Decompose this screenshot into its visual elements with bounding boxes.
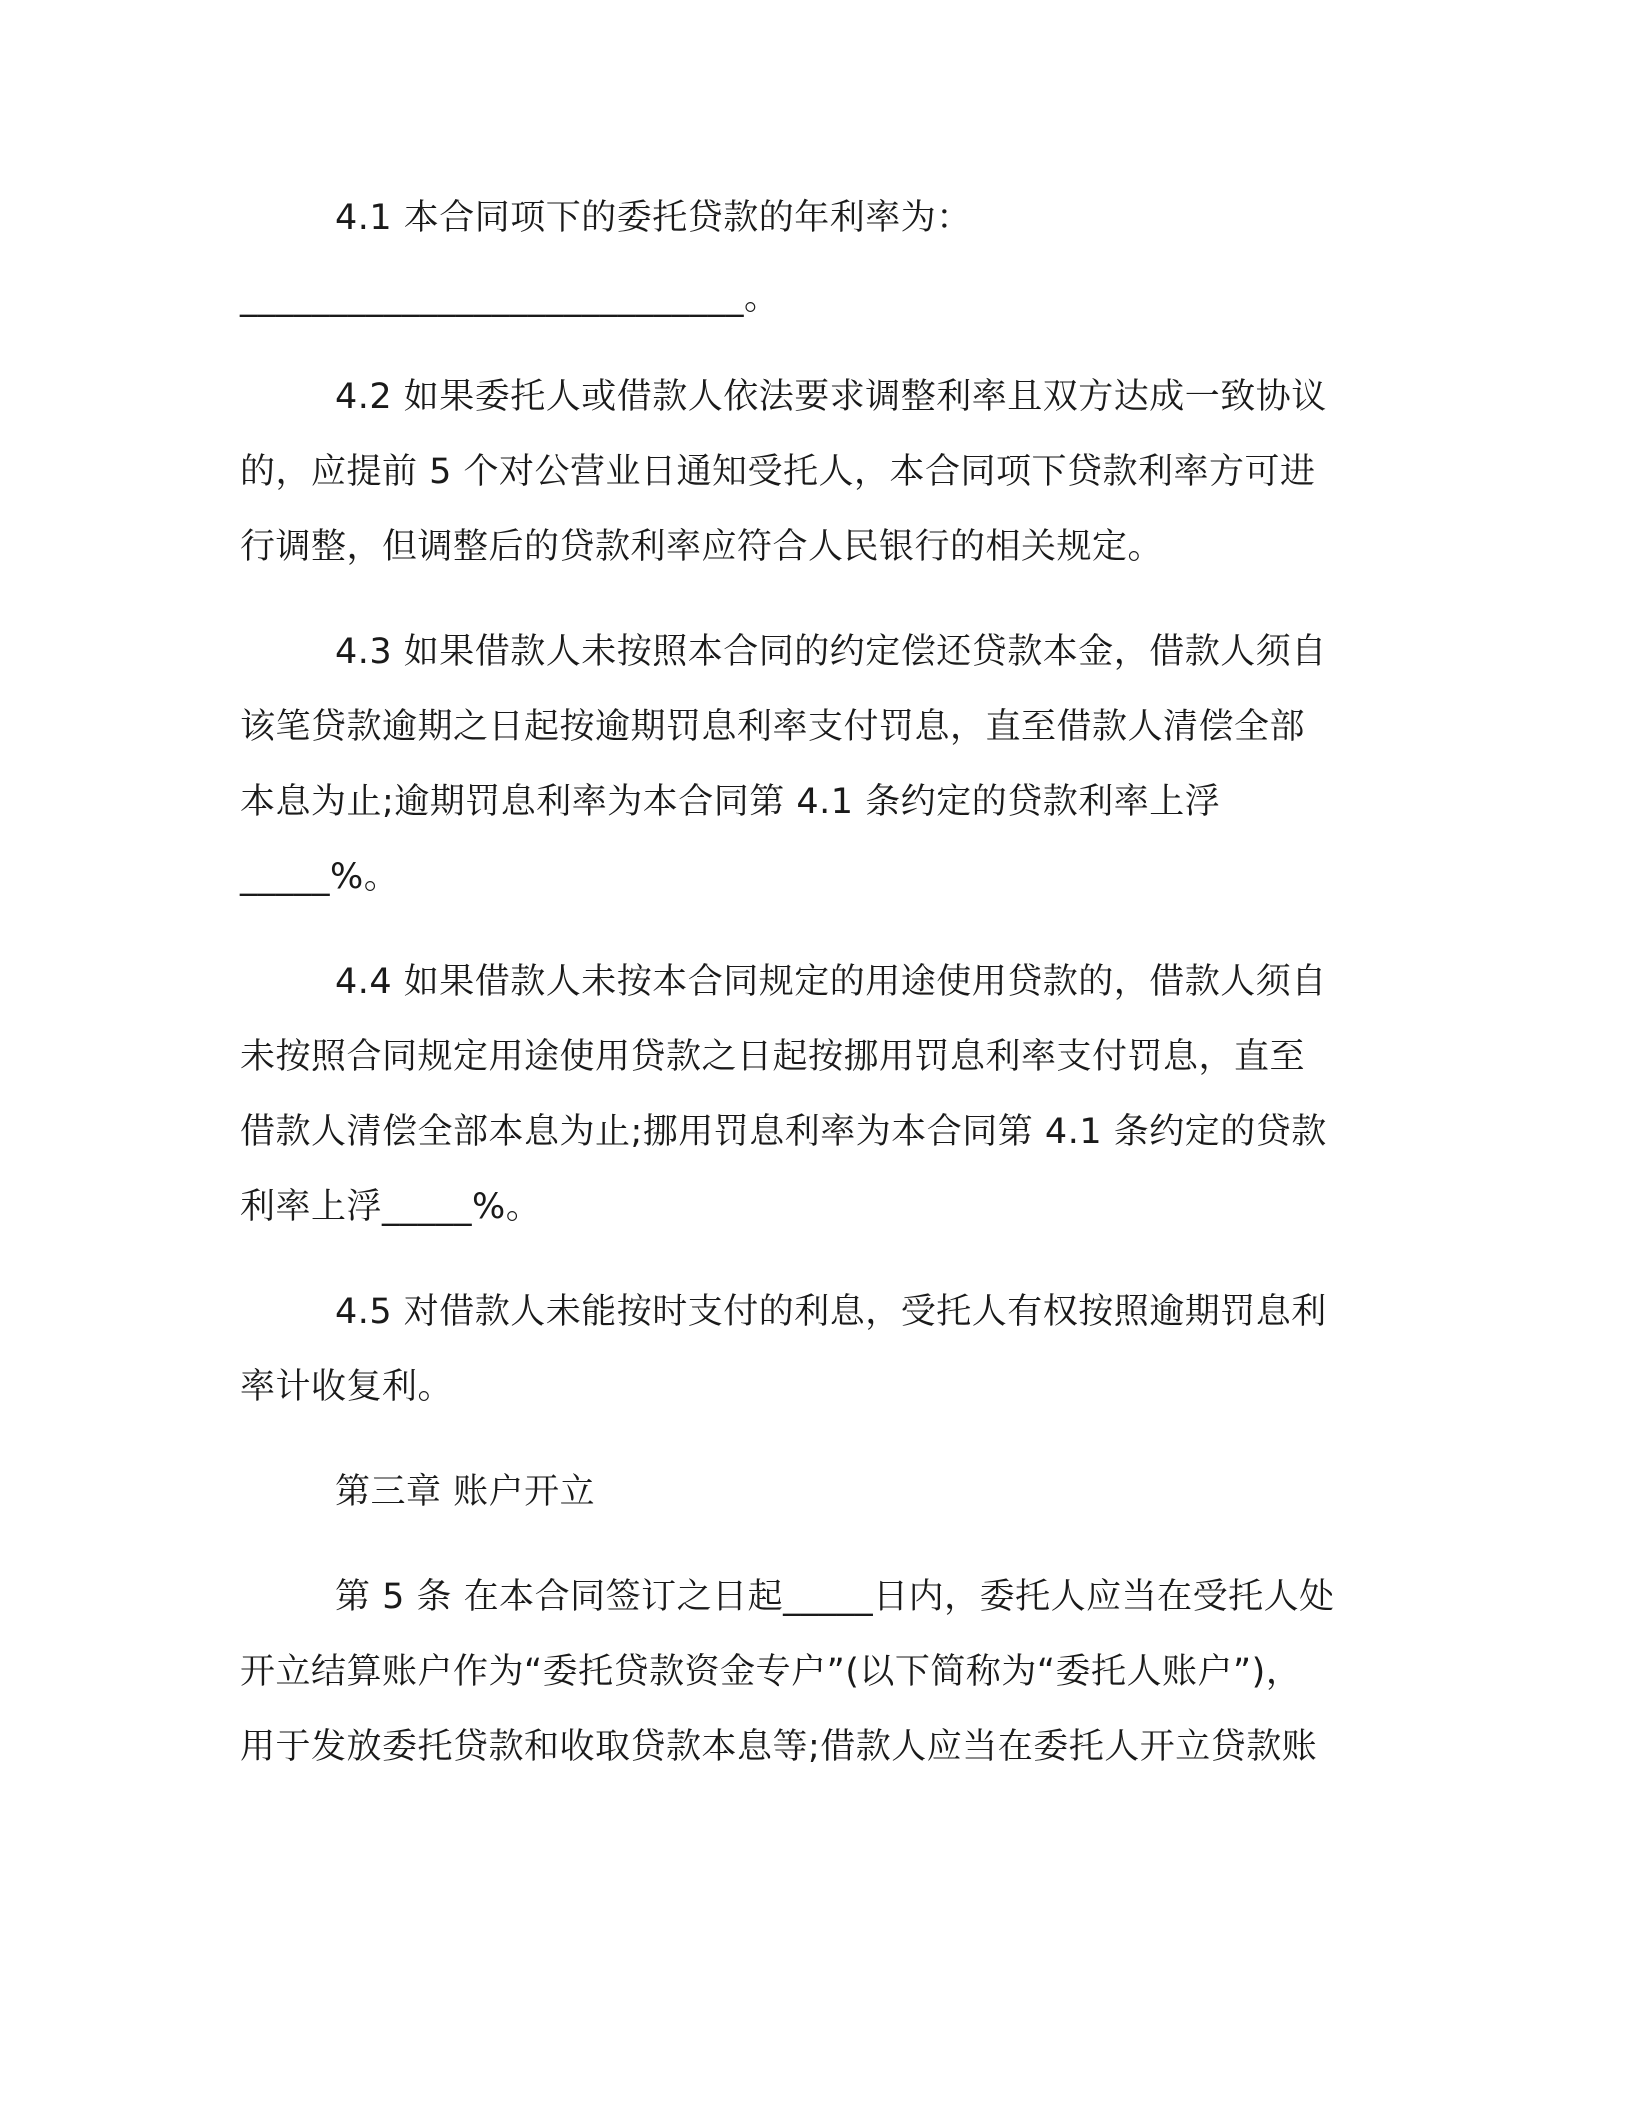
clause-4-2-line-2: 的，应提前 5 个对公营业日通知受托人，本合同项下贷款利率方可进 <box>240 452 1316 492</box>
clause-4-3-line-1: 4.3 如果借款人未按照本合同的约定偿还贷款本金，借款人须自 <box>335 632 1327 672</box>
clause-4-3-line-2: 该笔贷款逾期之日起按逾期罚息利率支付罚息，直至借款人清偿全部 <box>240 707 1306 747</box>
clause-4-2-line-1: 4.2 如果委托人或借款人依法要求调整利率且双方达成一致协议 <box>335 377 1327 417</box>
clause-4-4-line-2: 未按照合同规定用途使用贷款之日起按挪用罚息利率支付罚息，直至 <box>240 1037 1306 1077</box>
article-5-line-3: 用于发放委托贷款和收取贷款本息等;借款人应当在委托人开立贷款账 <box>240 1727 1318 1767</box>
clause-4-2-line-3: 行调整，但调整后的贷款利率应符合人民银行的相关规定。 <box>240 527 1164 567</box>
clause-4-1-line-1: 4.1 本合同项下的委托贷款的年利率为： <box>335 198 972 238</box>
article-5-line-1: 第 5 条 在本合同签订之日起_____日内，委托人应当在受托人处 <box>335 1577 1335 1617</box>
clause-4-4-line-3: 借款人清偿全部本息为止;挪用罚息利率为本合同第 4.1 条约定的贷款 <box>240 1112 1327 1152</box>
chapter-3-heading: 第三章 账户开立 <box>335 1472 596 1512</box>
clause-4-3-line-3: 本息为止;逾期罚息利率为本合同第 4.1 条约定的贷款利率上浮 <box>240 782 1221 822</box>
clause-4-3-line-4: _____%。 <box>240 857 400 897</box>
clause-4-4-line-4: 利率上浮_____%。 <box>240 1187 542 1227</box>
clause-4-4-line-1: 4.4 如果借款人未按本合同规定的用途使用贷款的，借款人须自 <box>335 962 1327 1002</box>
clause-4-1-blank-line: ____________________________。 <box>240 278 780 318</box>
clause-4-5-line-1: 4.5 对借款人未能按时支付的利息，受托人有权按照逾期罚息利 <box>335 1292 1327 1332</box>
article-5-line-2: 开立结算账户作为“委托贷款资金专户”(以下简称为“委托人账户”)， <box>240 1652 1302 1692</box>
clause-4-5-line-2: 率计收复利。 <box>240 1367 454 1407</box>
